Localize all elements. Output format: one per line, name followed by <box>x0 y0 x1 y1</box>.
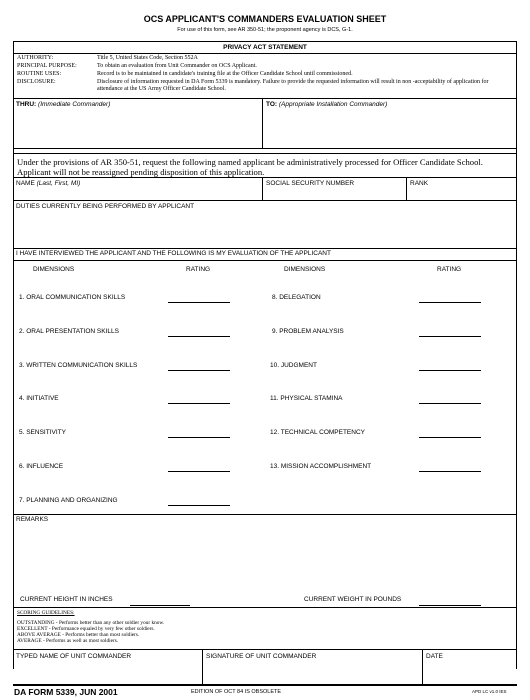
dimension-judgment: 10. JUDGMENT <box>270 362 317 369</box>
to-field[interactable] <box>266 101 387 109</box>
privacy-key: ROUTINE USES: <box>17 71 62 77</box>
dimension-physical-stamina: 11. PHYSICAL STAMINA <box>270 395 343 402</box>
form-id: DA FORM 5339, JUN 2001 <box>14 687 118 697</box>
rating-line-7[interactable] <box>168 505 230 506</box>
provision-statement: Under the provisions of AR 350-51, request the following named applicant be administratively processed for Officer Candidate School. Applicant will not be reassigned pending disposition of this application. <box>17 157 483 177</box>
dimension-oral-communication: 1. ORAL COMMUNICATION SKILLS <box>19 294 126 301</box>
dimension-delegation: 8. DELEGATION <box>272 294 321 301</box>
scoring-line: EXCELLENT - Performance equaled by very few other soldiers. <box>17 626 155 632</box>
divider <box>406 177 407 200</box>
dimension-oral-presentation: 2. ORAL PRESENTATION SKILLS <box>19 328 119 335</box>
version-note: APD LC v1.0 IES <box>472 689 507 694</box>
dimension-sensitivity: 5. SENSITIVITY <box>19 429 66 436</box>
col-dimensions-left: DIMENSIONS <box>33 266 75 273</box>
divider <box>13 98 517 99</box>
divider <box>262 177 263 200</box>
divider <box>13 248 517 249</box>
date-field[interactable]: DATE <box>426 653 443 660</box>
rating-line-13[interactable] <box>419 471 481 472</box>
divider <box>262 98 263 148</box>
rating-line-3[interactable] <box>168 370 230 371</box>
rating-line-2[interactable] <box>168 336 230 337</box>
privacy-key: AUTHORITY: <box>17 55 54 61</box>
height-input-line[interactable] <box>130 605 190 606</box>
thru-hint: (Immediate Commander) <box>38 101 111 108</box>
typed-name-field[interactable]: TYPED NAME OF UNIT COMMANDER <box>16 653 132 660</box>
divider <box>13 514 517 515</box>
duties-field[interactable]: DUTIES CURRENTLY BEING PERFORMED BY APPLICANT <box>16 203 195 210</box>
dimension-written-communication: 3. WRITTEN COMMUNICATION SKILLS <box>19 362 138 369</box>
weight-label: CURRENT WEIGHT IN POUNDS <box>304 596 402 603</box>
rating-line-9[interactable] <box>419 336 481 337</box>
evaluation-header: I HAVE INTERVIEWED THE APPLICANT AND THE FOLLOWING IS MY EVALUATION OF THE APPLICANT <box>16 250 331 257</box>
rank-field[interactable]: RANK <box>410 180 429 187</box>
divider <box>13 684 517 686</box>
dimension-problem-analysis: 9. PROBLEM ANALYSIS <box>272 328 344 335</box>
divider <box>13 53 517 54</box>
divider <box>13 200 517 201</box>
evaluation-form <box>13 9 517 684</box>
col-dimensions-right: DIMENSIONS <box>284 266 326 273</box>
privacy-value: To obtain an evaluation from Unit Commander on OCS Applicant. <box>97 63 257 69</box>
thru-label: THRU: <box>16 101 37 108</box>
to-label: TO: <box>266 101 278 108</box>
name-hint: (Last, First, MI) <box>36 180 81 187</box>
scoring-line: AVERAGE - Performs as well as most soldiers. <box>17 638 119 644</box>
form-title: OCS APPLICANT'S COMMANDERS EVALUATION SHEET <box>143 14 387 24</box>
name-field[interactable] <box>16 180 80 188</box>
divider <box>13 260 517 261</box>
rating-line-12[interactable] <box>419 437 481 438</box>
rating-line-5[interactable] <box>168 437 230 438</box>
privacy-value: Title 5, United States Code, Section 552A <box>97 55 198 61</box>
weight-input-line[interactable] <box>419 605 481 606</box>
col-rating-left: RATING <box>186 266 211 273</box>
privacy-act-title: PRIVACY ACT STATEMENT <box>223 44 307 51</box>
signature-field[interactable]: SIGNATURE OF UNIT COMMANDER <box>206 653 317 660</box>
rating-line-8[interactable] <box>419 302 481 303</box>
scoring-line: OUTSTANDING - Performs better than any other soldier your know. <box>17 620 165 626</box>
privacy-value: Disclosure of information requested in DA Form 5339 is mandatory. Failure to provide the requested information will result in non -acceptability of application for attendance at the US Army Officer Candidate School. <box>97 79 489 92</box>
divider <box>13 177 517 178</box>
name-label: NAME <box>16 180 35 187</box>
to-hint: (Appropriate Installation Commander) <box>278 101 388 108</box>
divider <box>13 41 14 669</box>
divider <box>13 649 517 650</box>
col-rating-right: RATING <box>437 266 462 273</box>
privacy-key: DISCLOSURE: <box>17 79 56 85</box>
rating-line-6[interactable] <box>168 471 230 472</box>
dimension-influence: 6. INFLUENCE <box>19 463 64 470</box>
dimension-technical-competency: 12. TECHNICAL COMPETENCY <box>270 429 365 436</box>
rating-line-4[interactable] <box>168 403 230 404</box>
dimension-mission-accomplishment: 13. MISSION ACCOMPLISHMENT <box>270 463 372 470</box>
divider <box>422 649 423 684</box>
scoring-title: SCORING GUIDELINES: <box>17 610 75 616</box>
edition-note: EDITION OF OCT 84 IS OBSOLETE <box>191 689 282 695</box>
divider <box>13 153 517 154</box>
rating-line-10[interactable] <box>419 370 481 371</box>
divider <box>516 41 517 669</box>
divider <box>13 607 517 608</box>
privacy-key: PRINCIPAL PURPOSE: <box>17 63 77 69</box>
divider <box>13 148 517 149</box>
privacy-value: Record is to be maintained in candidate's training file at the Officer Candidate School until commissioned. <box>97 71 353 77</box>
height-label: CURRENT HEIGHT IN INCHES <box>20 596 113 603</box>
dimension-planning-organizing: 7. PLANNING AND ORGANIZING <box>19 497 118 504</box>
rating-line-11[interactable] <box>419 403 481 404</box>
thru-field[interactable] <box>16 101 110 109</box>
ssn-field[interactable]: SOCIAL SECURITY NUMBER <box>266 180 355 187</box>
remarks-field[interactable]: REMARKS <box>16 516 49 523</box>
divider <box>13 41 517 42</box>
dimension-initiative: 4. INITIATIVE <box>19 395 59 402</box>
scoring-line: ABOVE AVERAGE - Performs better than most soldiers. <box>17 632 140 638</box>
rating-line-1[interactable] <box>168 302 230 303</box>
divider <box>202 649 203 684</box>
form-subtitle: For use of this form, see AR 350-51; the proponent agency is DCS, G-1. <box>177 27 353 33</box>
